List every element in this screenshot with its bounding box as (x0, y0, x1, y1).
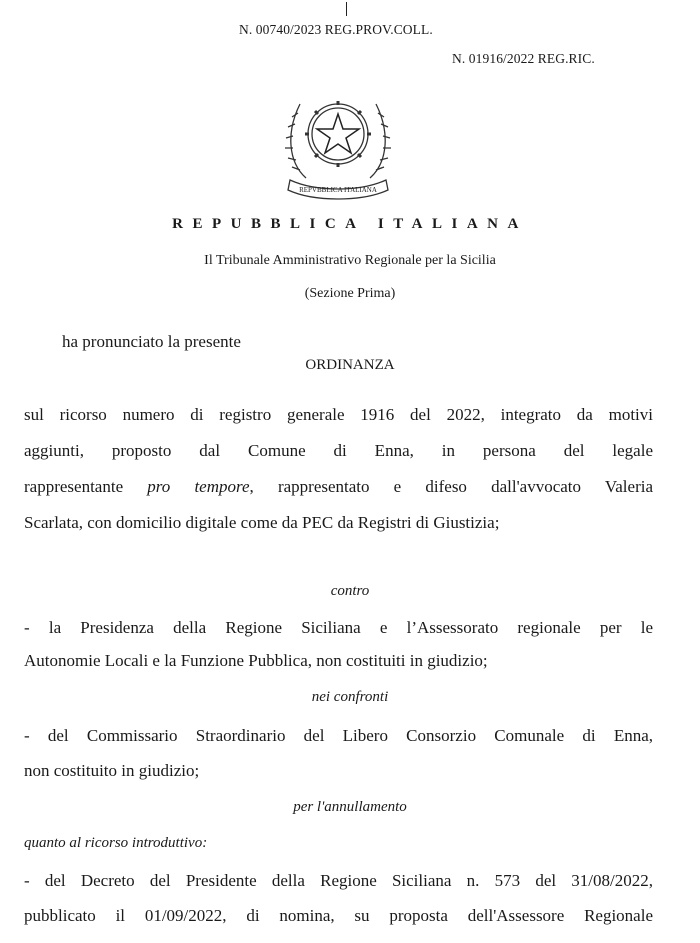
ricorso-line-1: sul ricorso numero di registro generale 1916 del 2022, integrato da motivi (24, 405, 653, 424)
annullamento-line-1: - del Decreto del Presidente della Regione Siciliana n. 573 del 31/08/2022, (24, 871, 653, 890)
pro-tempore-text: pro tempore (147, 477, 250, 496)
annullamento-heading: per l'annullamento (293, 799, 407, 815)
section-name: (Sezione Prima) (304, 286, 396, 301)
text-cursor (346, 2, 347, 16)
reg-ric-number: N. 01916/2022 REG.RIC. (452, 51, 595, 66)
reg-prov-number: N. 00740/2023 REG.PROV.COLL. (239, 22, 433, 37)
ricorso-line-3: rappresentante pro tempore, rappresentato e difeso dall'avvocato Valeria (24, 477, 653, 496)
pronounced-text: ha pronunciato la presente (62, 332, 241, 351)
confronti-line-2: non costituito in giudizio; (24, 761, 200, 780)
confronti-heading: nei confronti (311, 689, 389, 705)
confronti-line-1: - del Commissario Straordinario del Libero Consorzio Comunale di Enna, (24, 726, 653, 745)
emblem-ribbon-text: REPVBBLICA ITALIANA (299, 186, 377, 194)
ricorso-line-4: Scarlata, con domicilio digitale come da PEC da Registri di Giustizia; (24, 513, 500, 532)
contro-line-1: - la Presidenza della Regione Siciliana e l’Assessorato regionale per le (24, 618, 653, 637)
emblem-icon (276, 82, 400, 200)
annullamento-line-2: pubblicato il 01/09/2022, di nomina, su proposta dell'Assessore Regionale (24, 906, 653, 925)
annullamento-subheading: quanto al ricorso introduttivo: (24, 835, 208, 851)
document-type: ORDINANZA (305, 357, 395, 373)
contro-heading: contro (330, 583, 370, 599)
court-name: Il Tribunale Amministrativo Regionale per la Sicilia (204, 253, 496, 268)
contro-line-2: Autonomie Locali e la Funzione Pubblica, non costituiti in giudizio; (24, 651, 488, 670)
republic-title: REPUBBLICA ITALIANA (172, 216, 528, 232)
ricorso-line-2: aggiunti, proposto dal Comune di Enna, in persona del legale (24, 441, 653, 460)
